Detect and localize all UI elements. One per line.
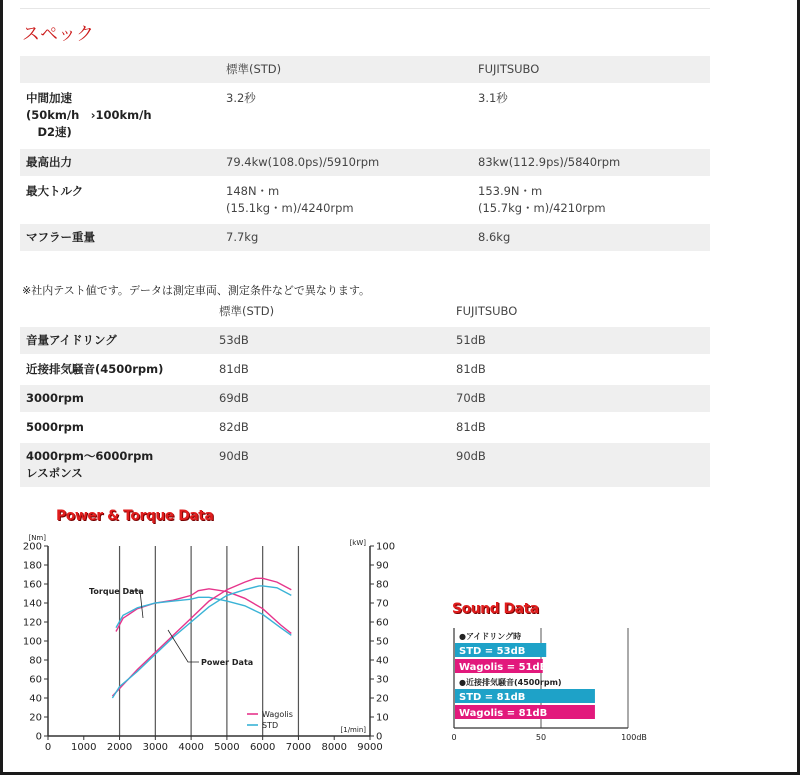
fujitsubo-value: 81dB bbox=[450, 413, 710, 442]
table-row bbox=[20, 223, 710, 252]
x-tick-label: 2000 bbox=[106, 742, 133, 753]
value-line: (15.7kg・m)/4210rpm bbox=[478, 201, 606, 215]
row-label-line: 中間加速 bbox=[26, 91, 72, 105]
sound-header-label bbox=[20, 298, 213, 326]
fujitsubo-value: 81dB bbox=[450, 355, 710, 384]
std-value: 90dB bbox=[213, 442, 450, 488]
power-annotation-leader bbox=[168, 630, 199, 662]
sound-chart bbox=[440, 620, 660, 750]
left-tick-label: 140 bbox=[22, 598, 42, 610]
legend-label-std: STD bbox=[262, 721, 279, 730]
right-tick-label: 20 bbox=[376, 693, 389, 705]
bar-label: Wagolis = 51dB bbox=[459, 662, 548, 673]
x-tick-label: 5000 bbox=[214, 742, 240, 753]
left-axis-unit: [Nm] bbox=[28, 534, 46, 542]
spec-table bbox=[20, 56, 710, 253]
legend-label-wagolis: Wagolis bbox=[262, 710, 293, 719]
spec-header-label bbox=[20, 56, 220, 84]
row-label: 最高出力 bbox=[20, 148, 220, 177]
series-line-std-power bbox=[112, 586, 291, 698]
right-tick-label: 0 bbox=[376, 731, 383, 743]
row-label-line: レスポンス bbox=[26, 466, 83, 480]
torque-annotation: Torque Data bbox=[89, 587, 144, 596]
left-tick-label: 200 bbox=[22, 541, 42, 553]
row-label: 音量アイドリング bbox=[20, 326, 213, 355]
x-tick-label: 8000 bbox=[321, 742, 347, 753]
fujitsubo-value: 83kw(112.9ps)/5840rpm bbox=[472, 148, 710, 177]
sound-table-header bbox=[20, 298, 710, 326]
bar-label: STD = 81dB bbox=[459, 692, 526, 703]
right-axis-unit: [kW] bbox=[349, 539, 366, 547]
top-divider bbox=[20, 8, 710, 9]
row-label-line: (50km/h ›100km/h bbox=[26, 108, 152, 122]
x-tick-label: 100dB bbox=[621, 733, 647, 742]
row-label: 近接排気騒音(4500rpm) bbox=[20, 355, 213, 384]
x-tick-label: 6000 bbox=[249, 742, 276, 753]
x-tick-label: 7000 bbox=[285, 742, 312, 753]
std-value: 81dB bbox=[213, 355, 450, 384]
row-label bbox=[20, 442, 213, 488]
bar-label: STD = 53dB bbox=[459, 646, 526, 657]
table-row bbox=[20, 177, 710, 223]
table-row bbox=[20, 355, 710, 384]
table-row bbox=[20, 326, 710, 355]
sound-table bbox=[20, 298, 710, 489]
left-tick-label: 180 bbox=[22, 560, 42, 572]
table-row bbox=[20, 84, 710, 148]
x-tick-label: 1000 bbox=[71, 742, 97, 753]
right-tick-label: 70 bbox=[376, 598, 389, 610]
value-line: 153.9N・m bbox=[478, 184, 543, 198]
test-note: ※社内テスト値です。データは測定車両、測定条件などで異なります。 bbox=[22, 284, 371, 297]
left-tick-label: 160 bbox=[22, 579, 42, 591]
std-value: 69dB bbox=[213, 384, 450, 413]
x-tick-label: 50 bbox=[535, 733, 547, 742]
power-torque-chart bbox=[0, 530, 400, 770]
power-torque-title: Power & Torque Data bbox=[56, 508, 214, 524]
table-row bbox=[20, 442, 710, 488]
std-value bbox=[220, 177, 472, 223]
x-axis-unit: [1/min] bbox=[340, 726, 366, 734]
right-tick-label: 90 bbox=[376, 560, 389, 572]
left-tick-label: 20 bbox=[29, 712, 42, 724]
x-tick-label: 0 bbox=[44, 742, 52, 753]
right-tick-label: 100 bbox=[376, 541, 396, 553]
right-tick-label: 30 bbox=[376, 674, 389, 686]
row-label-line: D2速) bbox=[26, 125, 72, 139]
sound-header-fujitsubo: FUJITSUBO bbox=[450, 298, 710, 326]
sound-header-std: 標準(STD) bbox=[213, 298, 450, 326]
left-tick-label: 40 bbox=[29, 693, 42, 705]
fujitsubo-value bbox=[472, 177, 710, 223]
fujitsubo-value: 3.1秒 bbox=[472, 84, 710, 148]
x-tick-label: 4000 bbox=[178, 742, 204, 753]
page-heading: スペック bbox=[22, 24, 94, 45]
sound-chart-title: Sound Data bbox=[452, 601, 539, 617]
fujitsubo-value: 90dB bbox=[450, 442, 710, 488]
spec-header-std: 標準(STD) bbox=[220, 56, 472, 84]
right-tick-label: 60 bbox=[376, 617, 389, 629]
table-row bbox=[20, 413, 710, 442]
left-tick-label: 80 bbox=[29, 655, 42, 667]
value-line: 148N・m bbox=[226, 184, 280, 198]
right-tick-label: 10 bbox=[376, 712, 389, 724]
left-tick-label: 120 bbox=[22, 617, 42, 629]
left-tick-label: 0 bbox=[35, 731, 42, 743]
row-label: マフラー重量 bbox=[20, 223, 220, 252]
group-label: ●近接排気騒音(4500rpm) bbox=[459, 678, 562, 687]
row-label: 3000rpm bbox=[20, 384, 213, 413]
x-tick-label: 0 bbox=[451, 733, 457, 742]
right-tick-label: 50 bbox=[376, 636, 389, 648]
row-label: 最大トルク bbox=[20, 177, 220, 223]
group-label: ●アイドリング時 bbox=[459, 632, 522, 641]
table-row bbox=[20, 384, 710, 413]
fujitsubo-value: 51dB bbox=[450, 326, 710, 355]
fujitsubo-value: 70dB bbox=[450, 384, 710, 413]
series-line-std-torque bbox=[116, 597, 291, 635]
std-value: 7.7kg bbox=[220, 223, 472, 252]
std-value: 53dB bbox=[213, 326, 450, 355]
right-tick-label: 80 bbox=[376, 579, 389, 591]
std-value: 3.2秒 bbox=[220, 84, 472, 148]
right-tick-label: 40 bbox=[376, 655, 389, 667]
row-label: 5000rpm bbox=[20, 413, 213, 442]
std-value: 82dB bbox=[213, 413, 450, 442]
fujitsubo-value: 8.6kg bbox=[472, 223, 710, 252]
row-label bbox=[20, 84, 220, 148]
left-tick-label: 100 bbox=[22, 636, 42, 648]
left-tick-label: 60 bbox=[29, 674, 42, 686]
spec-table-header bbox=[20, 56, 710, 84]
row-label-line: 4000rpm〜6000rpm bbox=[26, 449, 154, 463]
x-tick-label: 3000 bbox=[142, 742, 169, 753]
x-tick-label: 9000 bbox=[357, 742, 383, 753]
power-annotation: Power Data bbox=[201, 658, 254, 667]
bar-label: Wagolis = 81dB bbox=[459, 708, 548, 719]
table-row bbox=[20, 148, 710, 177]
value-line: (15.1kg・m)/4240rpm bbox=[226, 201, 354, 215]
std-value: 79.4kw(108.0ps)/5910rpm bbox=[220, 148, 472, 177]
spec-header-fujitsubo: FUJITSUBO bbox=[472, 56, 710, 84]
